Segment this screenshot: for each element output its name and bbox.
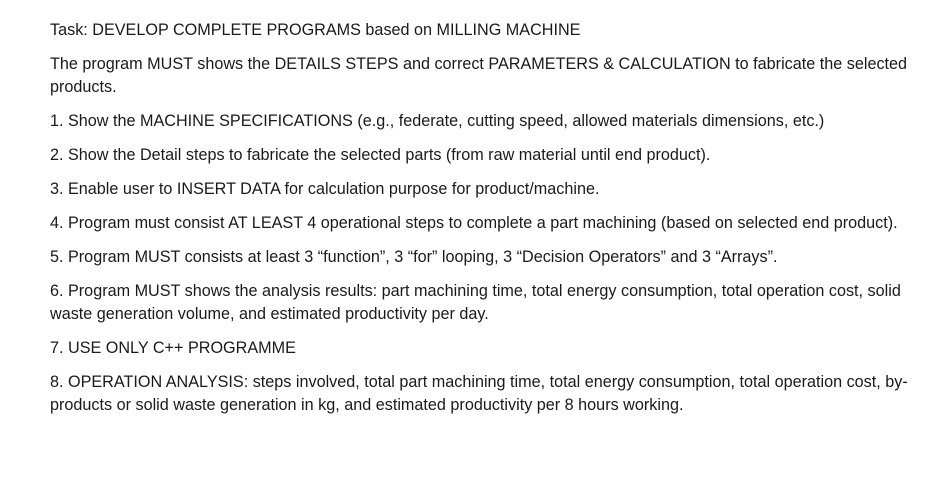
requirement-item-1: 1. Show the MACHINE SPECIFICATIONS (e.g., federate, cutting speed, allowed materials dimensions, etc.) (50, 112, 825, 130)
task-title: Task: DEVELOP COMPLETE PROGRAMS based on MILLING MACHINE (50, 21, 581, 39)
requirement-item-3: 3. Enable user to INSERT DATA for calculation purpose for product/machine. (50, 180, 600, 198)
requirement-item-4: 4. Program must consist AT LEAST 4 operational steps to complete a part machining (based on selected end product). (50, 214, 898, 232)
requirement-item-8: 8. OPERATION ANALYSIS: steps involved, total part machining time, total energy consumption, total operation cost, by-products or solid waste generation in kg, and estimated productivity per 8 hours working. (50, 373, 908, 414)
intro-paragraph: The program MUST shows the DETAILS STEPS and correct PARAMETERS & CALCULATION to fabricate the selected products. (50, 55, 908, 96)
requirement-item-5: 5. Program MUST consists at least 3 “function”, 3 “for” looping, 3 “Decision Operators” and 3 “Arrays”. (50, 248, 778, 266)
requirement-item-2: 2. Show the Detail steps to fabricate the selected parts (from raw material until end product). (50, 146, 711, 164)
document-body (50, 19, 910, 428)
requirement-item-7: 7. USE ONLY C++ PROGRAMME (50, 339, 296, 357)
requirement-item-6: 6. Program MUST shows the analysis results: part machining time, total energy consumption, total operation cost, solid waste generation volume, and estimated productivity per day. (50, 282, 901, 323)
